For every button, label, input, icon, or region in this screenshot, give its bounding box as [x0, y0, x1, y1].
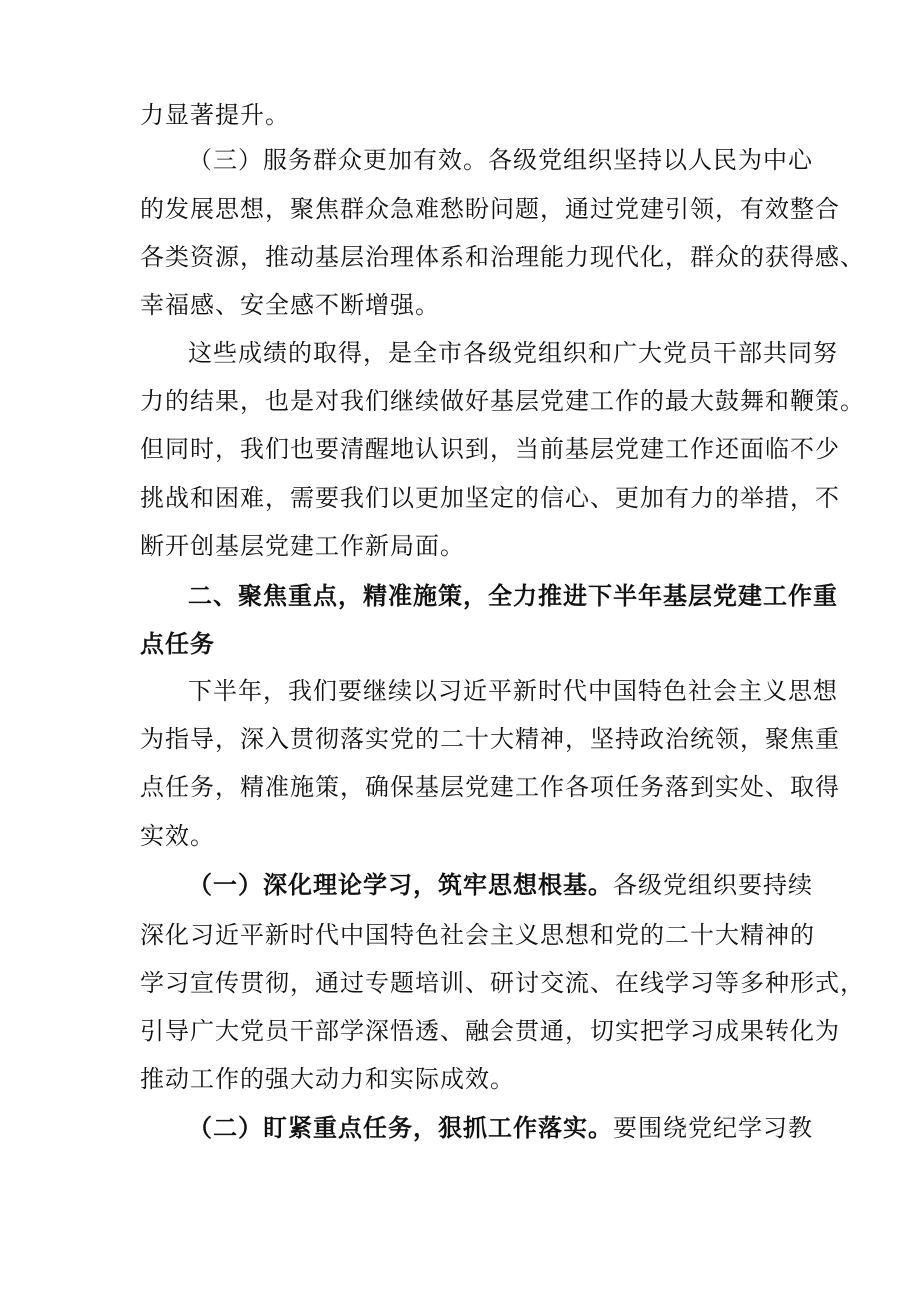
text-line: 但同时，我们也要清醒地认识到，当前基层党建工作还面临不少	[140, 435, 840, 463]
text-line: 这些成绩的取得，是全市各级党组织和广大党员干部共同努	[188, 339, 838, 367]
section-heading: 点任务	[140, 629, 215, 658]
subsection-text: 要围绕党纪学习教	[613, 1114, 813, 1142]
subsection-text: 各级党组织要持续	[613, 871, 813, 899]
subsection-line	[188, 861, 813, 909]
text-line: 下半年，我们要继续以习近平新时代中国特色社会主义思想	[188, 677, 838, 705]
text-line: 的发展思想，聚焦群众急难愁盼问题，通过党建引领，有效整合	[140, 195, 840, 223]
text-line: 深化习近平新时代中国特色社会主义思想和党的二十大精神的	[140, 921, 815, 949]
subsection-heading: （一）深化理论学习，筑牢思想根基。	[188, 870, 613, 899]
text-line: 力显著提升。	[140, 101, 290, 129]
subsection-line	[188, 1104, 813, 1152]
text-line: 力的结果，也是对我们继续做好基层党建工作的最大鼓舞和鞭策。	[140, 387, 865, 415]
text-line: 挑战和困难，需要我们以更加坚定的信心、更加有力的举措，不	[140, 484, 840, 512]
section-heading: 二、聚焦重点，精准施策，全力推进下半年基层党建工作重	[188, 581, 838, 610]
text-line: 推动工作的强大动力和实际成效。	[140, 1065, 515, 1093]
text-line: 幸福感、安全感不断增强。	[140, 291, 440, 319]
text-line: 点任务，精准施策，确保基层党建工作各项任务落到实处、取得	[140, 773, 840, 801]
text-line: 学习宣传贯彻，通过专题培训、研讨交流、在线学习等多种形式，	[140, 969, 865, 997]
text-line: 为指导，深入贯彻落实党的二十大精神，坚持政治统领，聚焦重	[140, 725, 840, 753]
text-line: 实效。	[140, 822, 215, 850]
text-line: （三）服务群众更加有效。各级党组织坚持以人民为中心	[188, 146, 813, 174]
text-line: 各类资源，推动基层治理体系和治理能力现代化，群众的获得感、	[140, 243, 865, 271]
text-line: 引导广大党员干部学深悟透、融会贯通，切实把学习成果转化为	[140, 1017, 840, 1045]
text-line: 断开创基层党建工作新局面。	[140, 532, 465, 560]
subsection-heading: （二）盯紧重点任务，狠抓工作落实。	[188, 1113, 613, 1142]
